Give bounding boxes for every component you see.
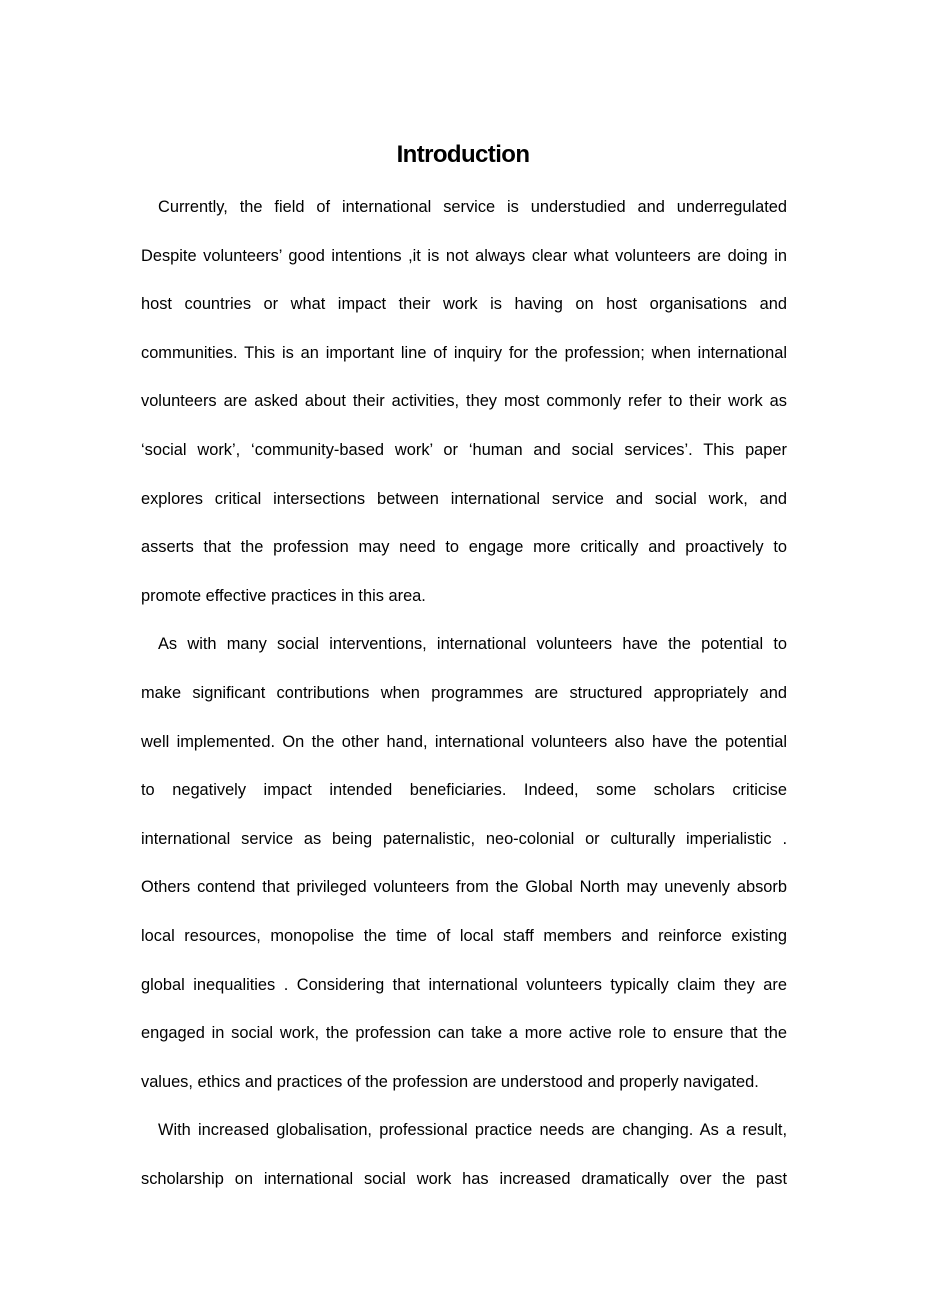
paragraph-2-line: to negatively impact intended beneficiaries. Indeed, some scholars criticise — [141, 781, 787, 800]
paragraph-2-line: global inequalities . Considering that international volunteers typically claim they are — [141, 975, 787, 994]
paragraph-2-line: values, ethics and practices of the profession are understood and properly navigated. — [141, 1072, 759, 1091]
page-title: Introduction — [396, 141, 530, 169]
paragraph-1-line: volunteers are asked about their activities, they most commonly refer to their work as — [141, 392, 787, 411]
paragraph-2-line: make significant contributions when programmes are structured appropriately and — [141, 683, 787, 702]
paragraph-1-line: Despite volunteers’ good intentions ,it is not always clear what volunteers are doing in — [141, 246, 787, 265]
paragraph-1-line: communities. This is an important line of inquiry for the profession; when international — [141, 343, 787, 362]
paragraph-2-line: local resources, monopolise the time of local staff members and reinforce existing — [141, 926, 787, 945]
paragraph-2-line: international service as being paternalistic, neo-colonial or culturally imperialistic . — [141, 829, 787, 848]
document-body — [141, 183, 787, 1203]
paragraph-1-line: promote effective practices in this area. — [141, 586, 426, 605]
paragraph-2-line: well implemented. On the other hand, international volunteers also have the potential — [141, 732, 787, 751]
paragraph-2-line: As with many social interventions, international volunteers have the potential to — [158, 635, 787, 654]
paragraph-1-line: explores critical intersections between international service and social work, and — [141, 489, 787, 508]
paragraph-2-line: Others contend that privileged volunteers from the Global North may unevenly absorb — [141, 878, 787, 897]
paragraph-3-line: scholarship on international social work has increased dramatically over the past — [141, 1169, 787, 1188]
paragraph-1-line: ‘social work’, ‘community-based work’ or ‘human and social services’. This paper — [141, 440, 787, 459]
paragraph-3-line: With increased globalisation, professional practice needs are changing. As a result, — [158, 1121, 787, 1140]
paragraph-1-line: asserts that the profession may need to engage more critically and proactively to — [141, 538, 787, 557]
paragraph-2-line: engaged in social work, the profession can take a more active role to ensure that the — [141, 1024, 787, 1043]
paragraph-1-line: host countries or what impact their work is having on host organisations and — [141, 295, 787, 314]
paragraph-1-line: Currently, the field of international service is understudied and underregulated — [158, 198, 787, 216]
